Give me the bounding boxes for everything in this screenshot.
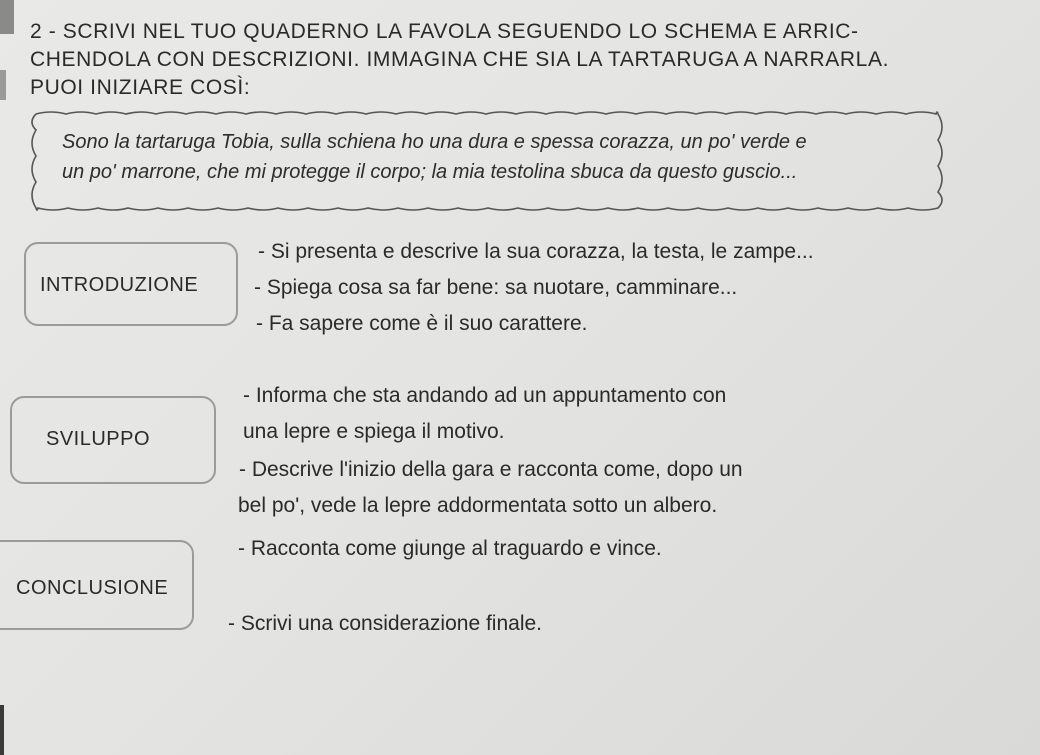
page-edge-line [0, 705, 4, 755]
page-edge-shadow [0, 0, 14, 34]
sviluppo-step-2-cont: bel po', vede la lepre addormentata sotto un albero. [238, 494, 718, 517]
conclusione-label: CONCLUSIONE [16, 577, 169, 599]
sviluppo-step-2: - Descrive l'inizio della gara e racconta come, dopo un [239, 458, 743, 481]
introduzione-step-2: - Spiega cosa sa far bene: sa nuotare, camminare... [254, 276, 738, 299]
introduzione-step-1: - Si presenta e descrive la sua corazza, la testa, le zampe... [258, 240, 814, 263]
sviluppo-step-1-cont: una lepre e spiega il motivo. [243, 420, 505, 443]
exercise-instruction [30, 18, 1010, 102]
page-edge-mark [0, 70, 6, 100]
sviluppo-step-1: - Informa che sta andando ad un appuntamento con [243, 384, 727, 407]
instruction-line-3: PUOI INIZIARE COSÌ: [30, 76, 251, 99]
example-wavy-box [22, 108, 952, 218]
sviluppo-label: SVILUPPO [46, 428, 151, 450]
instruction-line-2: CHENDOLA CON DESCRIZIONI. IMMAGINA CHE SIA LA TARTARUGA A NARRARLA. [30, 48, 890, 71]
conclusione-step-2: - Scrivi una considerazione finale. [228, 612, 542, 635]
conclusione-step-1: - Racconta come giunge al traguardo e vince. [238, 537, 662, 560]
introduzione-label: INTRODUZIONE [40, 274, 199, 296]
introduzione-step-3: - Fa sapere come è il suo carattere. [256, 312, 588, 335]
example-text [62, 127, 942, 187]
example-line-1: Sono la tartaruga Tobia, sulla schiena ho una dura e spessa corazza, un po' verde e [62, 131, 807, 153]
instruction-line-1: 2 - SCRIVI NEL TUO QUADERNO LA FAVOLA SEGUENDO LO SCHEMA E ARRIC- [30, 20, 859, 43]
example-line-2: un po' marrone, che mi protegge il corpo; la mia testolina sbuca da questo guscio... [62, 161, 798, 183]
